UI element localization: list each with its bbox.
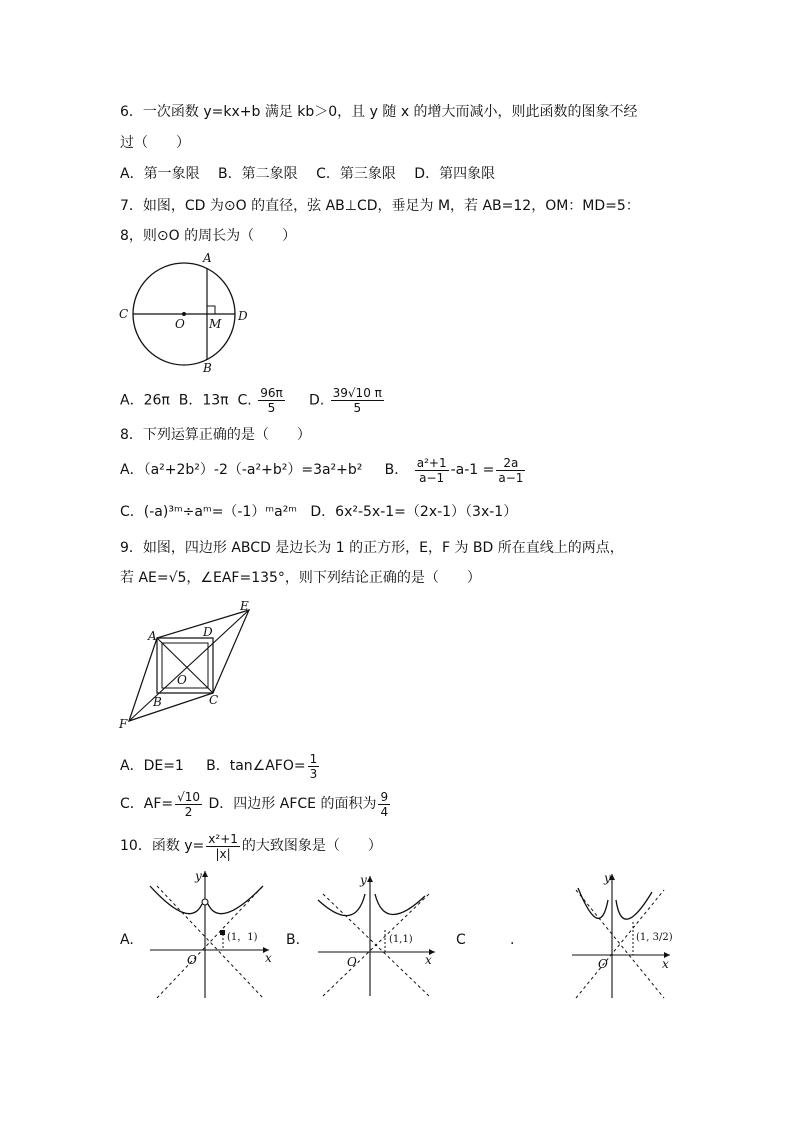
q8-option-b-result: $\frac{2a}{a-1}$ — [498, 455, 524, 485]
q8-stem: 8．下列运算正确的是（ ） — [120, 427, 311, 443]
q9-option-d-fraction: $\frac{9}{4}$ — [380, 789, 389, 819]
q10-option-d-label: . — [510, 932, 515, 948]
q8-row2 — [120, 502, 517, 522]
q8-option-b-mid: -a-1 = — [450, 462, 495, 478]
graph-a-x-label: x — [265, 951, 272, 965]
q7-option-d-label: D. — [308, 392, 325, 409]
q10-stem-pre: 10．函数 y= — [120, 838, 205, 854]
q10-stem-fraction: $\frac{\text{x²+1}}{|x|}$ — [208, 831, 238, 861]
label-m: M — [209, 317, 222, 331]
q7-options — [120, 386, 386, 415]
q7-option-c-label: C. — [237, 392, 252, 409]
q10-option-c-label: C — [456, 932, 466, 948]
q8-row1 — [120, 455, 527, 485]
q8-option-b-label: B． — [384, 462, 409, 478]
graph-b-x-label: x — [425, 953, 432, 967]
q9-option-b-fraction: $\frac{1}{3}$ — [309, 751, 318, 781]
q7-option-c-fraction: $\frac{96\pi}{5}$ — [260, 386, 283, 415]
q10-stem-post: 的大致图象是（ ） — [241, 838, 382, 854]
label-a: A — [203, 251, 212, 265]
q10-stem — [120, 830, 382, 862]
q10-option-a-label: A. — [120, 932, 134, 948]
q6-line2: 过（ ） — [120, 135, 190, 151]
center-dot — [182, 312, 186, 316]
q9-option-c-fraction: $\frac{√10}{2}$ — [177, 789, 201, 819]
q8-option-d: D．6x²-5x-1=（2x-1）（3x-1） — [310, 504, 518, 520]
graph-a-origin: O — [187, 953, 197, 967]
q8-option-b-fraction: $\frac{\text{a²+1}}{a-1}$ — [416, 455, 447, 485]
right-angle-mark — [207, 306, 215, 314]
q7-option-a: A．26π — [120, 392, 170, 409]
label-d: D — [203, 625, 213, 639]
q8-option-c: C．(-a)³ᵐ÷aᵐ=（-1）ᵐa²ᵐ — [120, 504, 298, 520]
q9-square-figure — [115, 598, 260, 738]
label-d: D — [238, 309, 248, 323]
q9-option-d-label: D．四边形 AFCE 的面积为 — [208, 796, 377, 812]
label-o: O — [177, 673, 187, 687]
q7-circle-figure — [115, 250, 255, 375]
graph-b-point-label: (1,1) — [389, 934, 413, 945]
graph-c-y-label: y — [604, 871, 611, 885]
graph-c-point-label: (1, 3/2) — [636, 932, 673, 943]
graph-c-x-label: x — [662, 957, 669, 971]
line-ef — [129, 610, 249, 721]
label-e: E — [240, 599, 249, 613]
q9-option-c-label: C．AF= — [120, 796, 174, 812]
label-c: C — [209, 693, 219, 707]
q6-options: A．第一象限 B．第二象限 C．第三象限 D．第四象限 — [120, 166, 496, 182]
graph-b-y-label: y — [360, 873, 367, 887]
label-b: B — [153, 695, 162, 709]
q9-option-a: A．DE=1 — [120, 758, 184, 774]
q9-row1 — [120, 750, 321, 782]
q9-line2: 若 AE=√5，∠EAF=135°，则下列结论正确的是（ ） — [120, 570, 481, 586]
q10-graph-a — [145, 868, 275, 1000]
label-c: C — [119, 307, 129, 321]
q8-option-a: A．（a²+2b²）-2（-a²+b²）=3a²+b² — [120, 462, 363, 478]
q9-row2 — [120, 788, 392, 820]
label-a: A — [148, 629, 157, 643]
q7-line1: 7．如图，CD 为⊙O 的直径，弦 AB⊥CD，垂足为 M，若 AB=12，OM：MD=5： — [120, 198, 640, 214]
label-b: B — [203, 361, 212, 375]
label-o: O — [175, 317, 185, 331]
graph-a-point-label: (1，1) — [227, 932, 258, 943]
q10-graph-c — [570, 870, 675, 1000]
graph-a-y-label: y — [195, 869, 202, 883]
label-f: F — [119, 717, 128, 731]
q7-line2: 8，则⊙O 的周长为（ ） — [120, 228, 297, 244]
q7-option-d-fraction: $\frac{39√10 \pi}{5}$ — [332, 386, 382, 415]
graph-c-origin: O — [598, 957, 608, 971]
q9-line1: 9．如图，四边形 ABCD 是边长为 1 的正方形，E，F 为 BD 所在直线上的两点， — [120, 540, 624, 556]
q10-option-b-label: B. — [286, 932, 301, 948]
q7-option-b: B．13π — [178, 392, 229, 409]
q10-graph-b — [315, 872, 440, 997]
q9-option-b-label: B．tan∠AFO= — [206, 758, 306, 774]
graph-b-origin: O — [347, 955, 357, 969]
q6-line1: 6．一次函数 y=kx+b 满足 kb＞0，且 y 随 x 的增大而减小，则此函数的图象不经 — [120, 104, 638, 120]
